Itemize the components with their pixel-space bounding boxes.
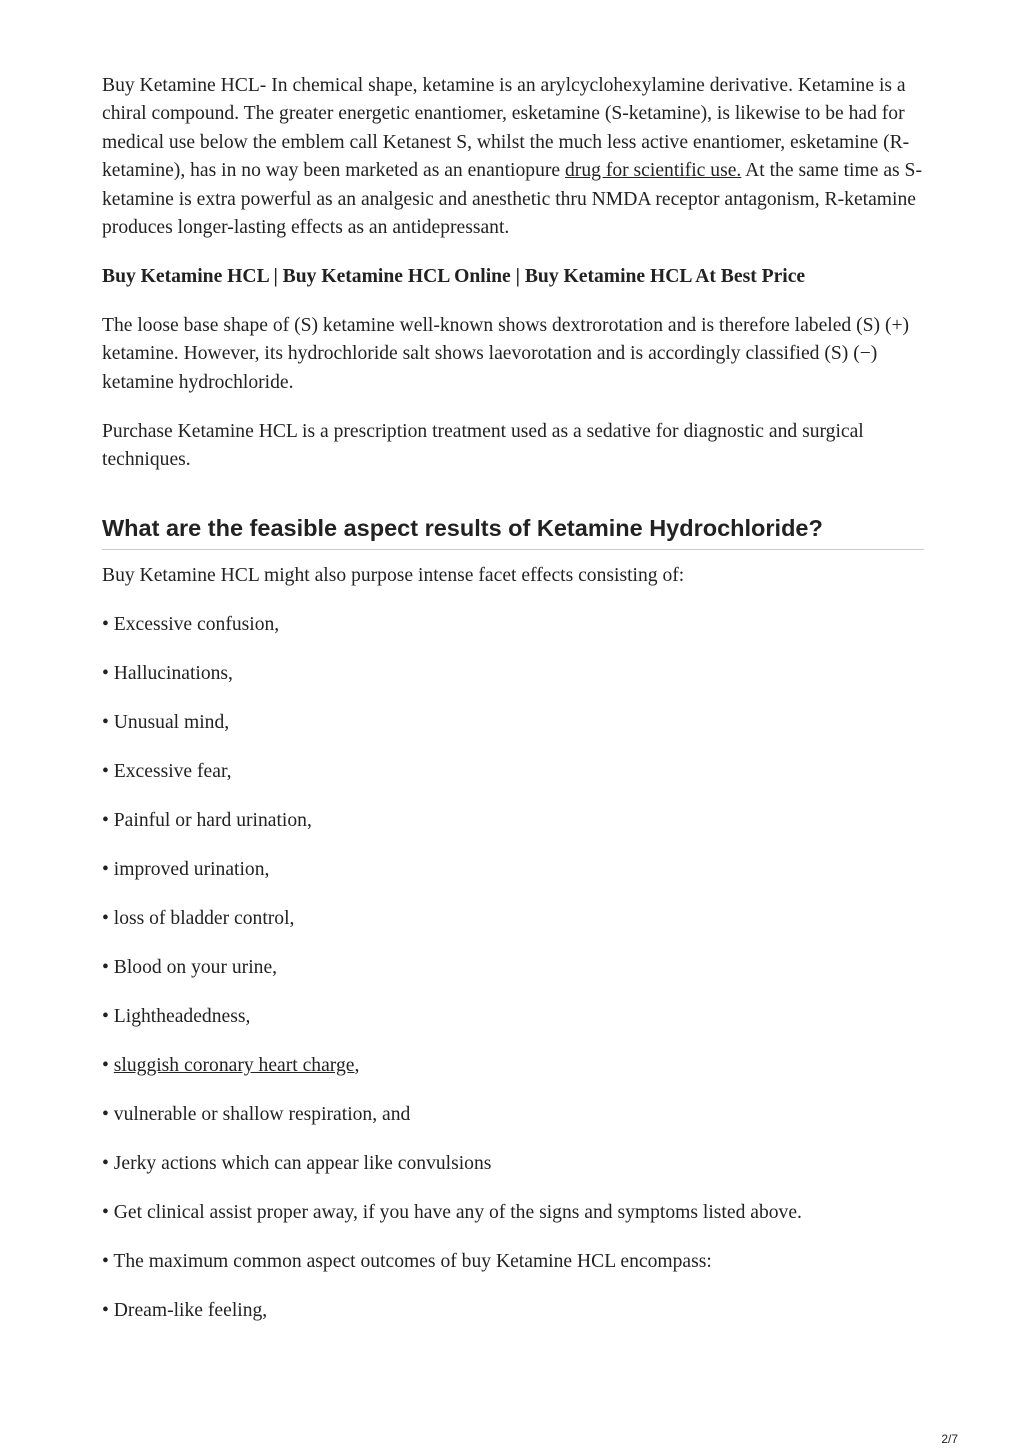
list-item: [102, 709, 924, 737]
side-effects-list: [102, 611, 924, 1325]
section-heading: What are the feasible aspect results of Ketamine Hydrochloride?: [102, 513, 924, 550]
list-item: [102, 660, 924, 688]
list-item-suffix: ,: [354, 1055, 360, 1077]
list-item-text: improved urination,: [113, 859, 270, 881]
list-item-text: Unusual mind,: [113, 712, 230, 734]
list-item: [102, 1150, 924, 1178]
list-item: [102, 1248, 924, 1276]
bullet-glyph: •: [102, 810, 109, 832]
list-item-text: vulnerable or shallow respiration, and: [113, 1104, 411, 1126]
list-item: [102, 807, 924, 835]
list-item-text: Painful or hard urination,: [113, 810, 312, 832]
list-item: [102, 1003, 924, 1031]
list-item-text: Jerky actions which can appear like convulsions: [113, 1153, 492, 1175]
list-item-text: Hallucinations,: [113, 663, 233, 685]
intro-paragraph: [102, 72, 924, 242]
paragraph-loose-base: The loose base shape of (S) ketamine well-known shows dextrorotation and is therefore labeled (S) (+) ketamine. However, its hydrochloride salt shows laevorotation and is accordingly classified (S) (−) ketamine hydrochloride.: [102, 314, 910, 393]
bullet-glyph: •: [102, 908, 109, 930]
list-item: [102, 954, 924, 982]
list-item: [102, 905, 924, 933]
bullet-glyph: •: [102, 1104, 109, 1126]
bullet-glyph: •: [102, 1006, 109, 1028]
intro-text-part1: Buy Ketamine HCL- In chemical shape, ketamine is an arylcyclohexylamine derivative. Ketamine is a chiral compound. The greater energetic enantiomer, esketamine (S-ketamine), is likewise to be had for medical use below the emblem call Ketanest S, whilst the much less active enantiomer, esketamine (R-ketamine), has in no way been marketed as an enantiopure: [102, 75, 910, 182]
bullet-glyph: •: [102, 1202, 109, 1224]
paragraph-prescription: Purchase Ketamine HCL is a prescription treatment used as a sedative for diagnostic and surgical techniques.: [102, 421, 864, 471]
list-item: [102, 1101, 924, 1129]
list-item: [102, 1199, 924, 1227]
list-item: [102, 1297, 924, 1325]
bullet-glyph: •: [102, 712, 109, 734]
bullet-glyph: •: [102, 761, 109, 783]
list-item: [102, 856, 924, 884]
list-item: [102, 758, 924, 786]
document-body: [102, 72, 924, 1346]
list-item-text: Excessive fear,: [113, 761, 232, 783]
drug-link[interactable]: drug for scientific use.: [565, 160, 742, 182]
bullet-glyph: •: [102, 1153, 109, 1175]
list-intro: Buy Ketamine HCL might also purpose intense facet effects consisting of:: [102, 564, 685, 586]
list-item-text: Blood on your urine,: [113, 957, 278, 979]
list-item-text: The maximum common aspect outcomes of buy Ketamine HCL encompass:: [113, 1251, 712, 1273]
page-number: 2/7: [941, 1432, 958, 1446]
heart-rate-link[interactable]: sluggish coronary heart charge: [113, 1055, 355, 1077]
bullet-glyph: •: [102, 1300, 109, 1322]
bullet-glyph: •: [102, 614, 109, 636]
bullet-glyph: •: [102, 859, 109, 881]
bullet-glyph: •: [102, 1251, 109, 1273]
list-item: [102, 611, 924, 639]
list-item-text: Dream-like feeling,: [113, 1300, 268, 1322]
list-item: [102, 1052, 924, 1080]
list-item-text: loss of bladder control,: [113, 908, 295, 930]
list-item-text: Excessive confusion,: [113, 614, 280, 636]
bullet-glyph: •: [102, 957, 109, 979]
intro-text-part2: At the same time as S-ketamine is extra powerful as an analgesic and anesthetic thru NMDA receptor antagonism, R-ketamine produces longer-lasting effects as an antidepressant.: [102, 160, 922, 239]
list-item-text: Lightheadedness,: [113, 1006, 251, 1028]
bullet-glyph: •: [102, 1055, 109, 1077]
bullet-glyph: •: [102, 663, 109, 685]
bold-subheading: Buy Ketamine HCL | Buy Ketamine HCL Online | Buy Ketamine HCL At Best Price: [102, 266, 806, 288]
list-item-text: Get clinical assist proper away, if you have any of the signs and symptoms listed above.: [113, 1202, 802, 1224]
